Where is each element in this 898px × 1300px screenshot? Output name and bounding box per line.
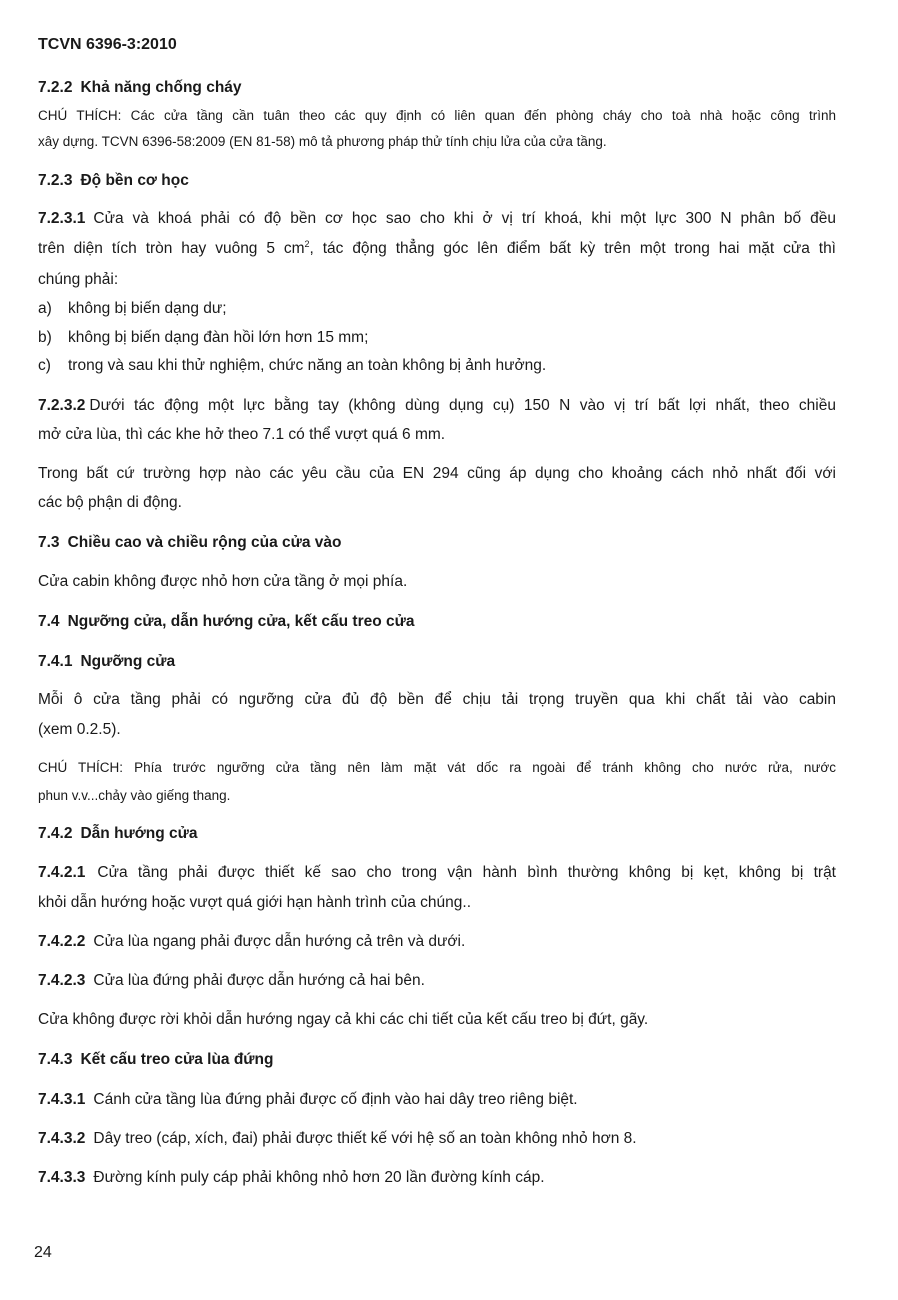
para-cabin: Cửa cabin không được nhỏ hơn cửa tầng ở mọi phía. xyxy=(38,573,408,590)
para-7-4-3-1 xyxy=(38,1091,578,1109)
para-7-4-2-1-line2: khỏi dẫn hướng hoặc vượt quá giới hạn hành trình của chúng.. xyxy=(38,894,472,911)
section-title: Khả năng chống cháy xyxy=(80,79,242,96)
heading-7-2-2 xyxy=(38,79,242,97)
clause-text: Cửa và khoá phải có độ bền cơ học sao cho khi ở vị trí khoá, khi một lực 300 N phân bố đều xyxy=(93,210,836,227)
para-7-2-3-2-line2: mở cửa lùa, thì các khe hở theo 7.1 có thể vượt quá 6 mm. xyxy=(38,426,446,443)
para-7-2-3-1-line1 xyxy=(38,210,836,228)
list-item xyxy=(38,357,546,375)
clause-text: Cửa tầng phải được thiết kế sao cho trong vận hành bình thường không bị kẹt, không bị trật xyxy=(97,864,836,881)
page-number: 24 xyxy=(34,1244,52,1261)
para-en294-line1: Trong bất cứ trường hợp nào các yêu cầu của EN 294 cũng áp dụng cho khoảng cách nhỏ nhất đối với xyxy=(38,465,836,482)
clause-number: 7.4.3.1 xyxy=(38,1091,86,1108)
clause-text-a: trên diện tích tròn hay vuông 5 cm xyxy=(38,240,305,257)
section-number: 7.4.2 xyxy=(38,825,73,842)
section-title: Chiều cao và chiều rộng của cửa vào xyxy=(67,534,342,551)
clause-text: Cửa lùa đứng phải được dẫn hướng cả hai bên. xyxy=(93,972,425,989)
para-threshold-line1: Mỗi ô cửa tầng phải có ngưỡng cửa đủ độ bền để chịu tải trọng truyền qua khi chất tải vào cabin xyxy=(38,691,836,708)
clause-number: 7.4.3.3 xyxy=(38,1169,86,1186)
clause-number: 7.4.2.3 xyxy=(38,972,86,989)
clause-text: Dây treo (cáp, xích, đai) phải được thiết kế với hệ số an toàn không nhỏ hơn 8. xyxy=(93,1130,637,1147)
para-7-4-2-1-line1 xyxy=(38,864,836,882)
document-header: TCVN 6396-3:2010 xyxy=(38,36,177,53)
clause-text: Cửa lùa ngang phải được dẫn hướng cả trên và dưới. xyxy=(93,933,466,950)
note-threshold-line2: phun v.v...chảy vào giếng thang. xyxy=(38,788,231,803)
note-fire-line2: xây dựng. TCVN 6396-58:2009 (EN 81-58) mô tả phương pháp thử tính chịu lửa của cửa tầng. xyxy=(38,134,607,149)
clause-text: Cánh cửa tầng lùa đứng phải được cố định vào hai dây treo riêng biệt. xyxy=(93,1091,578,1108)
list-label: c) xyxy=(38,357,51,374)
para-7-2-3-1-line3: chúng phải: xyxy=(38,271,119,288)
list-item xyxy=(38,300,227,318)
list-text: không bị biến dạng dư; xyxy=(68,300,227,317)
para-7-4-3-3 xyxy=(38,1169,545,1187)
section-number: 7.2.3 xyxy=(38,172,73,189)
section-title: Độ bền cơ học xyxy=(80,172,189,189)
para-7-4-2-3 xyxy=(38,972,425,990)
clause-number: 7.4.3.2 xyxy=(38,1130,86,1147)
para-en294-line2: các bộ phận di động. xyxy=(38,494,182,511)
clause-text: Đường kính puly cáp phải không nhỏ hơn 20 lần đường kính cáp. xyxy=(93,1169,545,1186)
para-threshold-line2: (xem 0.2.5). xyxy=(38,721,121,738)
heading-7-3 xyxy=(38,534,342,552)
clause-number: 7.4.2.2 xyxy=(38,933,86,950)
heading-7-4 xyxy=(38,613,414,631)
section-title: Kết cấu treo cửa lùa đứng xyxy=(80,1051,274,1068)
clause-number: 7.2.3.1 xyxy=(38,210,86,227)
heading-7-4-2 xyxy=(38,825,198,843)
list-label: b) xyxy=(38,329,52,346)
heading-7-2-3 xyxy=(38,172,189,190)
list-text: trong và sau khi thử nghiệm, chức năng an toàn không bị ảnh hưởng. xyxy=(68,357,547,374)
clause-number: 7.4.2.1 xyxy=(38,864,86,881)
list-item xyxy=(38,329,368,347)
superscript: 2 xyxy=(304,238,310,249)
section-title: Ngưỡng cửa xyxy=(80,653,176,670)
section-title: Dẫn hướng cửa xyxy=(80,825,198,842)
para-detach: Cửa không được rời khỏi dẫn hướng ngay cả khi các chi tiết của kết cấu treo bị đứt, gãy. xyxy=(38,1011,649,1028)
para-7-4-3-2 xyxy=(38,1130,637,1148)
clause-number: 7.2.3.2 xyxy=(38,397,86,414)
clause-text: Dưới tác động một lực bằng tay (không dùng dụng cụ) 150 N vào vị trí bất lợi nhất, theo chiều xyxy=(89,397,836,414)
list-label: a) xyxy=(38,300,52,317)
note-fire-line1: CHÚ THÍCH: Các cửa tầng cần tuân theo các quy định có liên quan đến phòng cháy cho toà nhà hoặc công trình xyxy=(38,108,836,123)
section-number: 7.4.3 xyxy=(38,1051,73,1068)
list-text: không bị biến dạng đàn hồi lớn hơn 15 mm; xyxy=(68,329,369,346)
section-number: 7.3 xyxy=(38,534,60,551)
section-number: 7.4 xyxy=(38,613,60,630)
clause-text-b: , tác động thẳng góc lên điểm bất kỳ trên một trong hai mặt cửa thì xyxy=(309,240,836,257)
para-7-2-3-2-line1 xyxy=(38,397,836,415)
para-7-4-2-2 xyxy=(38,933,465,951)
section-title: Ngưỡng cửa, dẫn hướng cửa, kết cấu treo cửa xyxy=(67,613,415,630)
para-7-2-3-1-line2 xyxy=(38,240,836,258)
heading-7-4-1 xyxy=(38,653,175,671)
section-number: 7.2.2 xyxy=(38,79,73,96)
section-number: 7.4.1 xyxy=(38,653,73,670)
heading-7-4-3 xyxy=(38,1051,273,1069)
note-threshold-line1: CHÚ THÍCH: Phía trước ngưỡng cửa tầng nên làm mặt vát dốc ra ngoài để tránh không cho nước rửa, nước xyxy=(38,760,836,775)
